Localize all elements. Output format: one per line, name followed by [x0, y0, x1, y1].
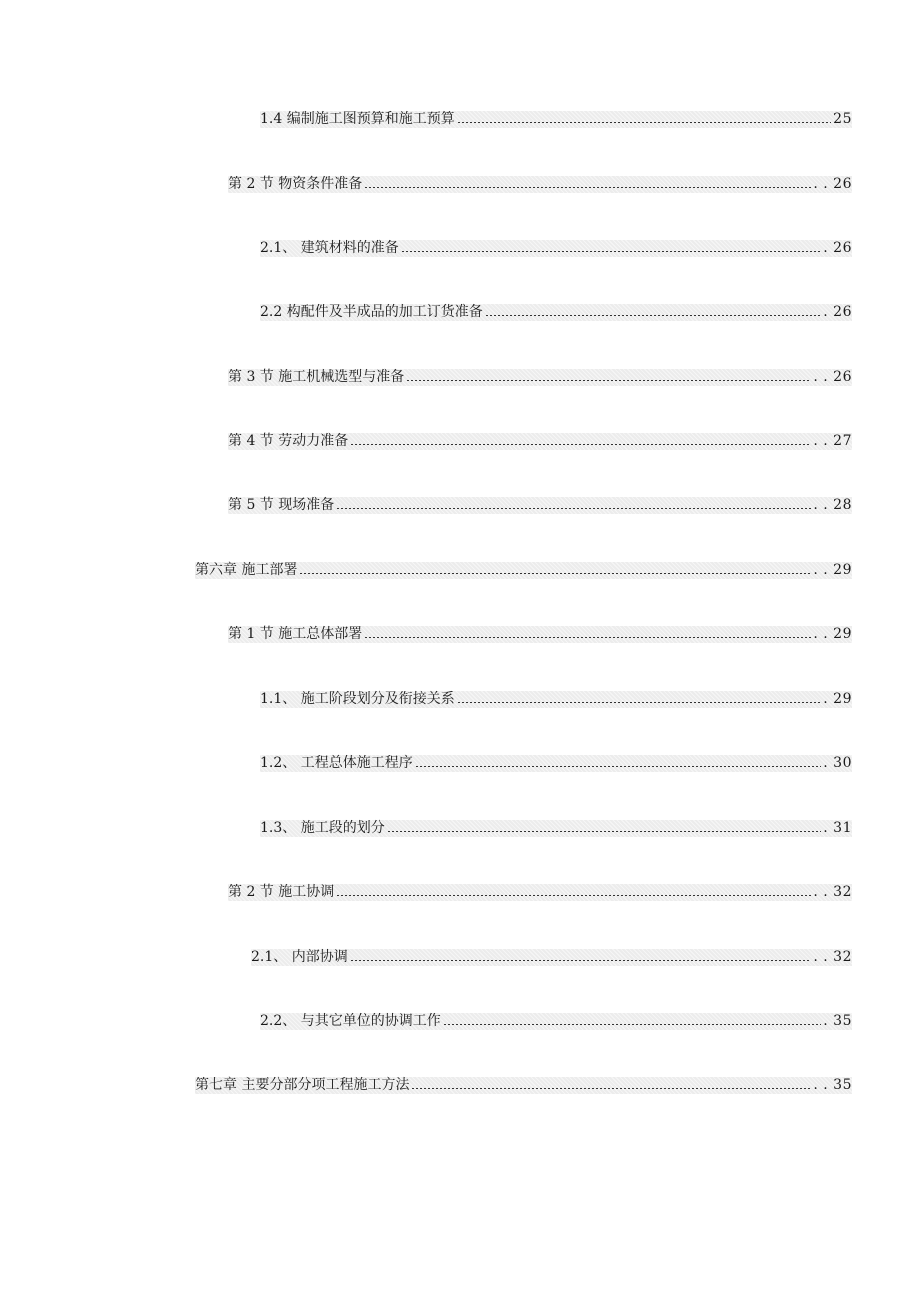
dot-leader — [336, 508, 811, 509]
toc-page-number: . . 35 — [813, 1077, 852, 1093]
dot-leader — [350, 960, 812, 961]
dot-leader — [364, 637, 811, 638]
toc-entry[interactable] — [228, 884, 852, 901]
dot-leader — [299, 573, 811, 574]
dot-leader — [411, 1088, 811, 1089]
toc-page-number: . 26 — [823, 240, 852, 256]
toc-entry-title: 2.2、 与其它单位的协调工作 — [260, 1013, 441, 1029]
toc-entry[interactable] — [195, 1077, 852, 1094]
dot-leader — [457, 702, 822, 703]
toc-entry[interactable] — [195, 562, 852, 579]
toc-entry-title: 1.3、 施工段的划分 — [260, 820, 385, 836]
dot-leader — [415, 766, 822, 767]
toc-entry[interactable] — [228, 176, 852, 193]
toc-page-number: . . 26 — [813, 369, 852, 385]
toc-entry-title: 第 5 节 现场准备 — [228, 497, 335, 513]
toc-page-number: . . 29 — [813, 626, 852, 642]
toc-page-number: 25 — [833, 111, 852, 127]
toc-entry[interactable] — [260, 1013, 852, 1030]
toc-entry-title: 2.1、 内部协调 — [251, 949, 348, 965]
dot-leader — [350, 444, 811, 445]
toc-page-number: . . 29 — [813, 562, 852, 578]
toc-entry[interactable] — [260, 691, 852, 708]
toc-entry-title: 1.4 编制施工图预算和施工预算 — [260, 111, 455, 127]
toc-page-number: . 26 — [823, 304, 852, 320]
toc-entry-title: 第七章 主要分部分项工程施工方法 — [195, 1077, 410, 1093]
toc-page-number: . . 27 — [813, 433, 852, 449]
toc-entry[interactable] — [260, 755, 852, 772]
toc-entry-title: 第 2 节 施工协调 — [228, 884, 335, 900]
toc-entry[interactable] — [260, 240, 852, 257]
toc-page-number: . . 26 — [813, 176, 852, 192]
toc-page-number: . . 28 — [813, 497, 852, 513]
toc-page-number: . . 32 — [813, 884, 852, 900]
toc-entry[interactable] — [228, 497, 852, 514]
dot-leader — [364, 187, 811, 188]
toc-entry[interactable] — [260, 820, 852, 837]
toc-entry-title: 1.2、 工程总体施工程序 — [260, 755, 413, 771]
toc-entry-title: 2.2 构配件及半成品的加工订货准备 — [260, 304, 483, 320]
toc-page-number: . 31 — [823, 820, 852, 836]
toc-entry-title: 1.1、 施工阶段划分及衔接关系 — [260, 691, 455, 707]
toc-entry-title: 第 4 节 劳动力准备 — [228, 433, 349, 449]
toc-entry[interactable] — [228, 369, 852, 386]
dot-leader — [443, 1024, 822, 1025]
dot-leader — [336, 895, 811, 896]
toc-entry[interactable] — [228, 433, 852, 450]
dot-leader — [485, 315, 822, 316]
toc-entry-title: 2.1、 建筑材料的准备 — [260, 240, 399, 256]
toc-entry-title: 第六章 施工部署 — [195, 562, 298, 578]
toc-entry[interactable] — [251, 949, 852, 966]
toc-entry[interactable] — [260, 304, 852, 321]
dot-leader — [401, 251, 822, 252]
toc-page-number: . 29 — [823, 691, 852, 707]
dot-leader — [406, 380, 811, 381]
toc-entry-title: 第 1 节 施工总体部署 — [228, 626, 363, 642]
toc-page-number: . 35 — [823, 1013, 852, 1029]
toc-entry-title: 第 3 节 施工机械选型与准备 — [228, 369, 405, 385]
dot-leader — [457, 122, 831, 123]
toc-entry[interactable] — [260, 111, 852, 128]
toc-entry[interactable] — [228, 626, 852, 643]
toc-entry-title: 第 2 节 物资条件准备 — [228, 176, 363, 192]
dot-leader — [387, 831, 822, 832]
toc-page-number: . 30 — [823, 755, 852, 771]
toc-page-number: . . 32 — [813, 949, 852, 965]
